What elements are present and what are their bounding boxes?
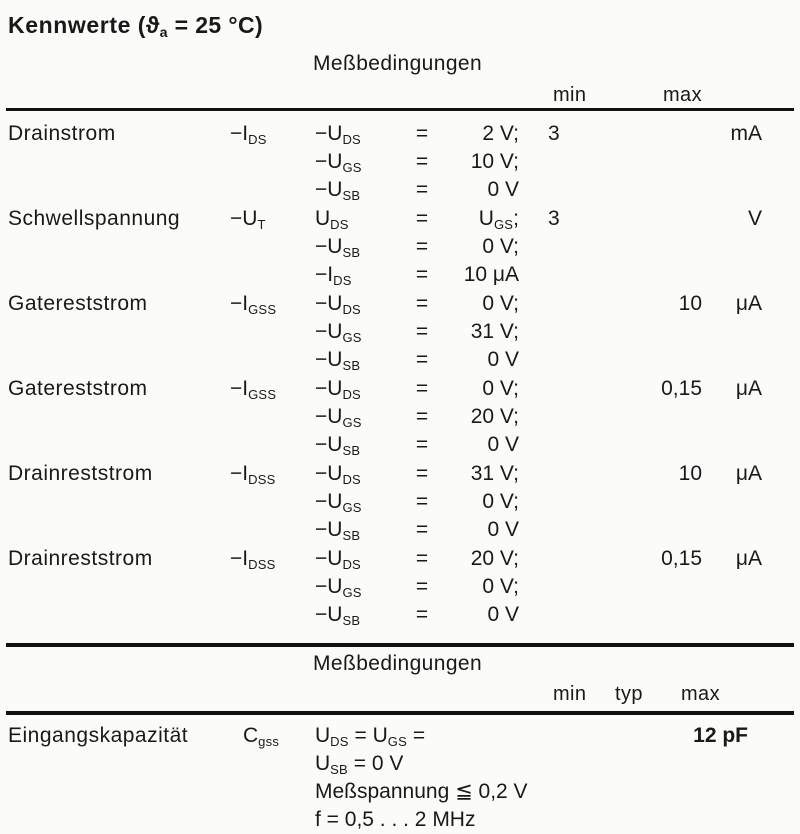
max-value: 10 (678, 462, 702, 485)
condition-lhs: $-U_{SB}$ (315, 178, 361, 203)
condition-lhs: $-U_{GS}$ (315, 575, 362, 600)
equals-sign: = (415, 320, 429, 343)
condition-line: Meßspannung ≦ 0,2 V (315, 780, 528, 803)
unit-label: μA (735, 547, 762, 570)
parameter-name: Gatereststrom (8, 292, 148, 315)
parameter-name: Drainreststrom (8, 547, 153, 570)
table2-max-column-header: max (681, 683, 720, 705)
unit-label: μA (735, 377, 762, 400)
condition-lhs: $-U_{DS}$ (315, 122, 361, 147)
condition-lines (315, 120, 519, 204)
condition-lines (315, 545, 519, 629)
equals-sign: = (415, 575, 429, 598)
equals-sign: = (415, 122, 429, 145)
table2-top-divider (6, 711, 794, 715)
condition-value: 0 V; (482, 377, 519, 400)
condition-value: 31 V; (470, 320, 519, 343)
table2-conditions-header: Meßbedingungen (313, 652, 483, 675)
max-value: 0,15 (661, 547, 702, 570)
condition-lines (315, 290, 519, 374)
condition-value: 0 V; (482, 490, 519, 513)
condition-line (315, 318, 519, 346)
condition-lhs: $-U_{GS}$ (315, 320, 362, 345)
condition-value: 0 V (487, 348, 519, 371)
parameter-name: Drainstrom (8, 122, 116, 145)
condition-line (315, 375, 519, 403)
equals-sign: = (415, 433, 429, 456)
equals-sign: = (415, 377, 429, 400)
condition-value: 0 V; (482, 575, 519, 598)
table1-top-divider (6, 108, 794, 111)
condition-value: 31 V; (470, 462, 519, 485)
parameter-symbol: $-U_T$ (230, 207, 266, 232)
parameter-symbol: $C_{gss}$ (243, 724, 280, 749)
parameter-symbol: $-I_{GSS}$ (230, 377, 277, 402)
condition-line: $U_{DS} = U_{GS}$ = (315, 724, 426, 749)
condition-lhs: $-U_{DS}$ (315, 292, 361, 317)
condition-lhs: $-U_{SB}$ (315, 603, 361, 628)
condition-lhs: $-U_{GS}$ (315, 405, 362, 430)
table1-conditions-header: Meßbedingungen (313, 52, 483, 75)
condition-line (315, 601, 519, 629)
condition-lhs: $-U_{DS}$ (315, 462, 361, 487)
equals-sign: = (415, 547, 429, 570)
condition-lhs: $-U_{SB}$ (315, 433, 361, 458)
condition-line (315, 516, 519, 544)
min-value: 3 (548, 207, 560, 230)
condition-line (315, 403, 519, 431)
condition-lines (315, 460, 519, 544)
parameter-symbol: $-I_{DSS}$ (230, 462, 276, 487)
equals-sign: = (415, 603, 429, 626)
condition-value: 0 V (487, 178, 519, 201)
equals-sign: = (415, 178, 429, 201)
equals-sign: = (415, 348, 429, 371)
condition-line: $U_{SB} = 0$ V (315, 752, 404, 777)
condition-line (315, 205, 519, 233)
condition-line (315, 460, 519, 488)
condition-line (315, 176, 519, 204)
condition-value: 0 V; (482, 235, 519, 258)
equals-sign: = (415, 263, 429, 286)
condition-value: 2 V; (482, 122, 519, 145)
condition-line (315, 488, 519, 516)
condition-lhs: $-U_{GS}$ (315, 490, 362, 515)
parameter-name: Eingangskapazität (8, 724, 189, 747)
condition-line (315, 261, 519, 289)
table2-min-column-header: min (553, 683, 587, 705)
unit-label: mA (730, 122, 762, 145)
condition-line (315, 346, 519, 374)
title-temperature-condition: ($ϑ_a = 25$ °C) (137, 12, 264, 41)
condition-value: 0 V; (482, 292, 519, 315)
condition-value: 0 V (487, 518, 519, 541)
condition-value: 20 V; (470, 547, 519, 570)
condition-lhs: $-U_{GS}$ (315, 150, 362, 175)
table1-min-column-header: min (553, 84, 587, 106)
title-kennwerte: Kennwerte (8, 12, 131, 38)
condition-value: 10 μA (463, 263, 519, 286)
unit-label: μA (735, 292, 762, 315)
equals-sign: = (415, 405, 429, 428)
equals-sign: = (415, 490, 429, 513)
parameter-name: Schwellspannung (8, 207, 181, 230)
equals-sign: = (415, 462, 429, 485)
condition-line (315, 573, 519, 601)
parameter-name: Drainreststrom (8, 462, 153, 485)
max-value: 10 (678, 292, 702, 315)
condition-lhs: $U_{DS}$ (315, 207, 349, 232)
equals-sign: = (415, 150, 429, 173)
equals-sign: = (415, 235, 429, 258)
condition-lines (315, 205, 519, 289)
parameter-name: Gatereststrom (8, 377, 148, 400)
condition-line (315, 233, 519, 261)
condition-value: 0 V (487, 603, 519, 626)
parameter-symbol: $-I_{DS}$ (230, 122, 267, 147)
condition-line (315, 431, 519, 459)
condition-value: 20 V; (470, 405, 519, 428)
max-value: 12 pF (693, 724, 748, 747)
condition-value: 10 V; (470, 150, 519, 173)
condition-lhs: $-U_{SB}$ (315, 348, 361, 373)
condition-line (315, 545, 519, 573)
condition-lhs: $-I_{DS}$ (315, 263, 352, 288)
equals-sign: = (415, 207, 429, 230)
table2-typ-column-header: typ (615, 683, 643, 705)
unit-label: μA (735, 462, 762, 485)
page-title (8, 12, 263, 39)
table-separator-divider (6, 643, 794, 647)
condition-lhs: $-U_{DS}$ (315, 377, 361, 402)
table1-max-column-header: max (663, 84, 702, 106)
condition-lines (315, 722, 528, 834)
condition-line (315, 148, 519, 176)
equals-sign: = (415, 518, 429, 541)
condition-lines (315, 375, 519, 459)
condition-lhs: $-U_{SB}$ (315, 235, 361, 260)
condition-line (315, 120, 519, 148)
condition-lhs: $-U_{DS}$ (315, 547, 361, 572)
condition-value: $U_{GS}$; (478, 207, 519, 232)
condition-lhs: $-U_{SB}$ (315, 518, 361, 543)
unit-label: V (747, 207, 762, 230)
parameter-symbol: $-I_{DSS}$ (230, 547, 276, 572)
max-value: 0,15 (661, 377, 702, 400)
parameter-symbol: $-I_{GSS}$ (230, 292, 277, 317)
equals-sign: = (415, 292, 429, 315)
condition-line (315, 290, 519, 318)
min-value: 3 (548, 122, 560, 145)
condition-line: f = 0,5 . . . 2 MHz (315, 808, 476, 831)
condition-value: 0 V (487, 433, 519, 456)
